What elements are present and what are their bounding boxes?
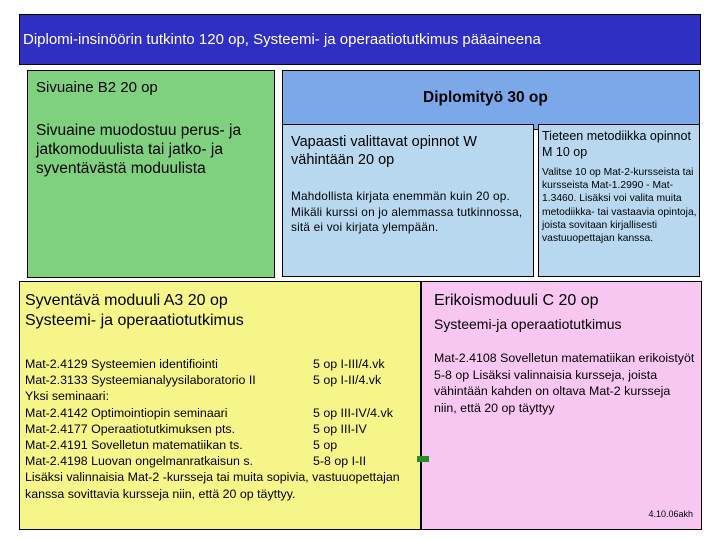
special-heading: Erikoismoduuli C 20 op bbox=[434, 292, 599, 309]
advanced-module-box bbox=[19, 281, 421, 530]
course-name: Mat-2.4129 Systeemien identifiointi bbox=[25, 357, 218, 371]
course-name: Mat-2.4191 Sovelletun matematiikan ts. bbox=[25, 438, 243, 453]
methods-box bbox=[538, 124, 700, 277]
free-electives-text: Mahdollista kirjata enemmän kuin 20 op. Mikäli kurssi on jo alemmassa tutkinnossa, sitä ei voi kirjata ylempään. bbox=[291, 189, 523, 234]
course-name: Mat-2.4177 Operaatiotutkimuksen pts. bbox=[25, 421, 236, 436]
free-electives-heading: Vapaasti valittavat opinnot W vähintään 20 op bbox=[291, 134, 477, 168]
advanced-tail-text: Lisäksi valinnaisia Mat-2 -kursseja tai muita sopivia, vastuuopettajan kanssa sovittavia kursseja niin, että 20 op täyttyy. bbox=[25, 470, 400, 501]
course-name: Mat-2.4142 Optimointiopin seminaari bbox=[25, 405, 228, 420]
advanced-heading: Syventävä moduuli A3 20 op bbox=[25, 292, 228, 309]
course-row bbox=[25, 388, 420, 404]
minor-heading: Sivuaine B2 20 op bbox=[36, 79, 158, 96]
course-credits: 5 op III-IV/4.vk bbox=[313, 405, 393, 420]
date-note: 4.10.06akh bbox=[648, 509, 693, 519]
course-row bbox=[25, 372, 420, 388]
advanced-subheading: Systeemi- ja operaatiotutkimus bbox=[25, 312, 244, 329]
special-subheading: Systeemi-ja operaatiotutkimus bbox=[434, 316, 622, 332]
course-name: Yksi seminaari: bbox=[25, 389, 110, 404]
advanced-course-list bbox=[25, 356, 420, 502]
minor-text: Sivuaine muodostuu perus- ja jatkomoduulista tai jatko- ja syventävästä moduulista bbox=[36, 122, 242, 177]
course-row bbox=[25, 356, 420, 372]
minor-subject-box bbox=[27, 70, 275, 278]
thesis-heading: Diplomityö 30 op bbox=[423, 89, 548, 106]
course-credits: 5-8 op I-II bbox=[313, 454, 367, 469]
course-credits: 5 op III-IV bbox=[313, 421, 367, 436]
advanced-heading-block bbox=[25, 291, 415, 331]
course-row bbox=[25, 405, 420, 421]
free-electives-box bbox=[282, 124, 534, 277]
methods-heading: Tieteen metodiikka opinnot M 10 op bbox=[542, 129, 691, 159]
connector-line bbox=[417, 456, 429, 462]
page-title: Diplomi-insinöörin tutkinto 120 op, Systeemi- ja operaatiotutkimus pääaineena bbox=[23, 31, 541, 48]
course-credits: 5 op I-III/4.vk bbox=[313, 357, 385, 371]
page-title-banner bbox=[19, 14, 701, 65]
course-row bbox=[25, 421, 420, 437]
special-text: Mat-2.4108 Sovelletun matematiikan erikoistyöt 5-8 op Lisäksi valinnaisia kursseja, joista vähintään kahden on oltava Mat-2 kursseja niin, että 20 op täyttyy bbox=[434, 351, 695, 415]
course-credits: 5 op I-II/4.vk bbox=[313, 373, 382, 388]
course-row bbox=[25, 437, 420, 453]
course-credits: 5 op bbox=[313, 438, 338, 453]
course-row bbox=[25, 453, 420, 469]
special-module-box bbox=[421, 281, 702, 530]
thesis-box bbox=[282, 70, 700, 130]
course-name: Mat-2.4198 Luovan ongelmanratkaisun s. bbox=[25, 454, 253, 469]
methods-text: Valitse 10 op Mat-2-kursseista tai kursseista Mat-1.2990 - Mat-1.3460. Lisäksi voi valita muita metodiikka- tai vastaavia opintoja, joista sovitaan kirjallisesti vastuuopettajan kanssa. bbox=[542, 167, 697, 245]
course-name: Mat-2.3133 Systeemianalyysilaboratorio II bbox=[25, 373, 256, 388]
